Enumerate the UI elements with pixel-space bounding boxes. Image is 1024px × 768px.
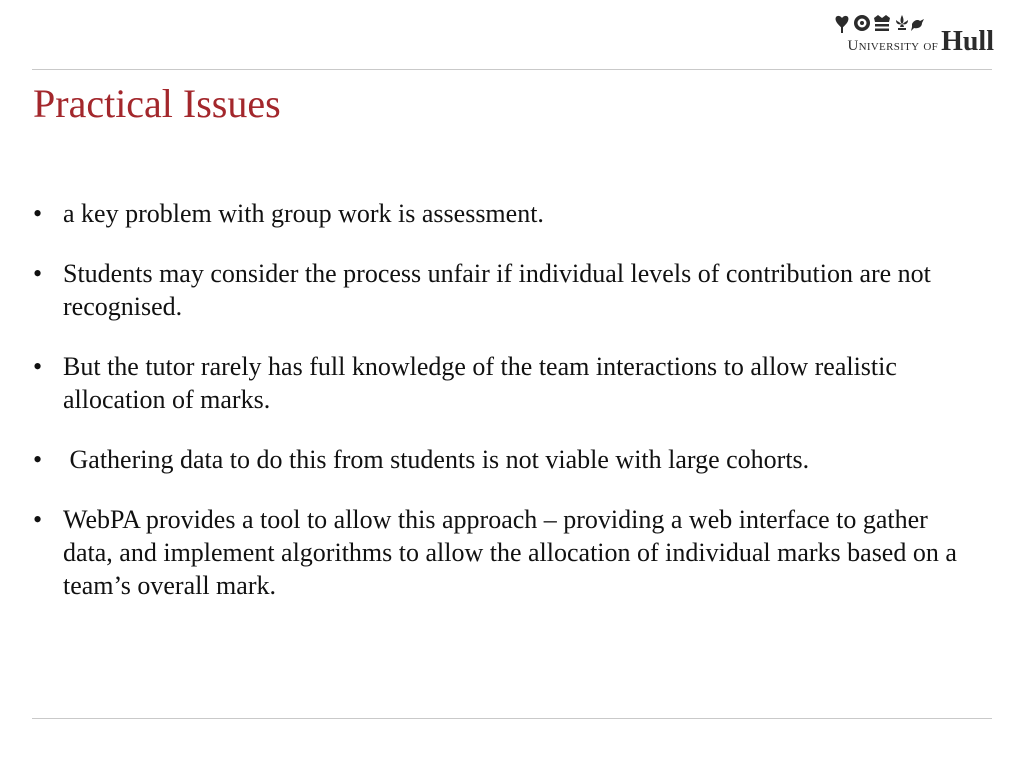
logo-name: Hull [941,26,994,57]
slide-title: Practical Issues [33,81,281,126]
top-divider [32,69,992,70]
bullet-text: Students may consider the process unfair if individual levels of contribution are not recognised. [63,259,931,321]
bullet-item [33,197,983,230]
bullet-text: But the tutor rarely has full knowledge of the team interactions to allow realistic allocation of marks. [63,352,897,414]
bullet-item [33,350,983,416]
bullet-icon: • [33,352,43,381]
bullet-icon: • [33,445,43,474]
logo-prefix: University of [847,38,939,54]
bullet-item [33,503,983,602]
bullet-text: WebPA provides a tool to allow this approach – providing a web interface to gather data, and implement algorithms to allow the allocation of individual marks based on a team’s overall mark. [63,505,957,600]
bullet-icon: • [33,505,43,534]
bullet-icon: • [33,199,43,228]
bullet-text: Gathering data to do this from students is not viable with large cohorts. [63,445,810,474]
bullet-item [33,257,983,323]
bottom-divider [32,718,992,719]
bullet-icon: • [33,259,43,288]
bullet-item [33,443,983,476]
bullet-text: a key problem with group work is assessment. [63,199,544,228]
university-logo [794,14,994,58]
bullet-list [33,197,983,629]
